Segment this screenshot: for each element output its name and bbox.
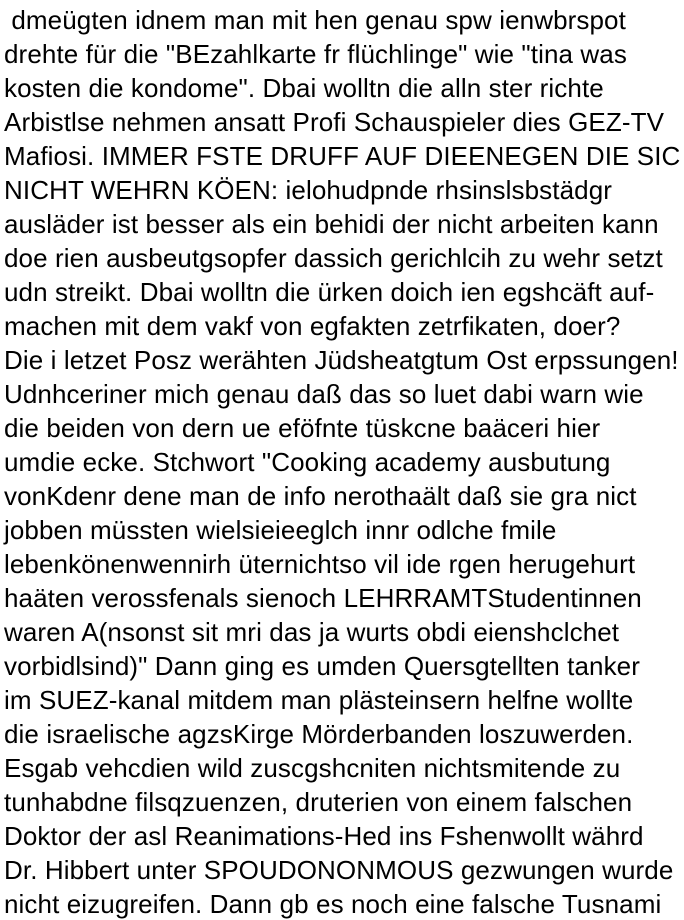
text-line: Arbistlse nehmen ansatt Profi Schauspieler dies GEZ-TV	[4, 107, 665, 137]
text-line: waren A(nsonst sit mri das ja wurts obdi eienshclchet	[4, 617, 620, 647]
text-line: dmeügten idnem man mit hen genau spw ienwbrspot	[4, 5, 626, 35]
text-line: ausläder ist besser als ein behidi der nicht arbeiten kann	[4, 209, 659, 239]
text-line: Esgab vehcdien wild zuscgshcniten nichtsmitende zu	[4, 753, 621, 783]
text-line: vorbidlsind)" Dann ging es umden Quersgtellten tanker	[4, 651, 640, 681]
text-line: Mafiosi. IMMER FSTE DRUFF AUF DIEENEGEN DIE SIC	[4, 141, 681, 171]
text-line: doe rien ausbeutgsopfer dassich gerichlcih zu wehr setzt	[4, 243, 663, 273]
text-line: die israelische agzsKirge Mörderbanden loszuwerden.	[4, 719, 634, 749]
text-line: jobben müssten wielsieieeglch innr odlche fmile	[4, 515, 557, 545]
text-line: lebenkönenwennirh üternichtso vil ide rgen herugehurt	[4, 549, 636, 579]
text-line: nicht eizugreifen. Dann gb es noch eine falsche Tusnami	[4, 889, 662, 919]
text-line: udn streikt. Dbai wolltn die ürken doich ien egshcäft auf-	[4, 277, 655, 307]
text-line: Doktor der asl Reanimations-Hed ins Fshenwollt währd	[4, 821, 644, 851]
text-line: die beiden von dern ue eföfnte tüskcne baäceri hier	[4, 413, 601, 443]
text-line: NICHT WEHRN KÖEN: ielohudpnde rhsinslsbstädgr	[4, 175, 613, 205]
text-line: Udnhceriner mich genau daß das so luet dabi warn wie	[4, 379, 644, 409]
text-line: machen mit dem vakf von egfakten zetrfikaten, doer?	[4, 311, 621, 341]
text-line: haäten verossfenals sienoch LEHRRAMTStudentinnen	[4, 583, 642, 613]
text-line: im SUEZ-kanal mitdem man plästeinsern helfne wollte	[4, 685, 634, 715]
text-line: Dr. Hibbert unter SPOUDONONMOUS gezwungen wurde	[4, 855, 674, 885]
text-line: drehte für die "BEzahlkarte fr flüchlinge" wie "tina was	[4, 39, 627, 69]
text-line: Die i letzet Posz werähten Jüdsheatgtum Ost erpssungen!	[4, 345, 679, 375]
text-line: tunhabdne filsqzuenzen, druterien von einem falschen	[4, 787, 633, 817]
text-line: umdie ecke. Stchwort "Cooking academy ausbutung	[4, 447, 611, 477]
text-line: vonKdenr dene man de info nerothaält daß sie gra nict	[4, 481, 637, 511]
text-line: kosten die kondome". Dbai wolltn die alln ster richte	[4, 73, 604, 103]
